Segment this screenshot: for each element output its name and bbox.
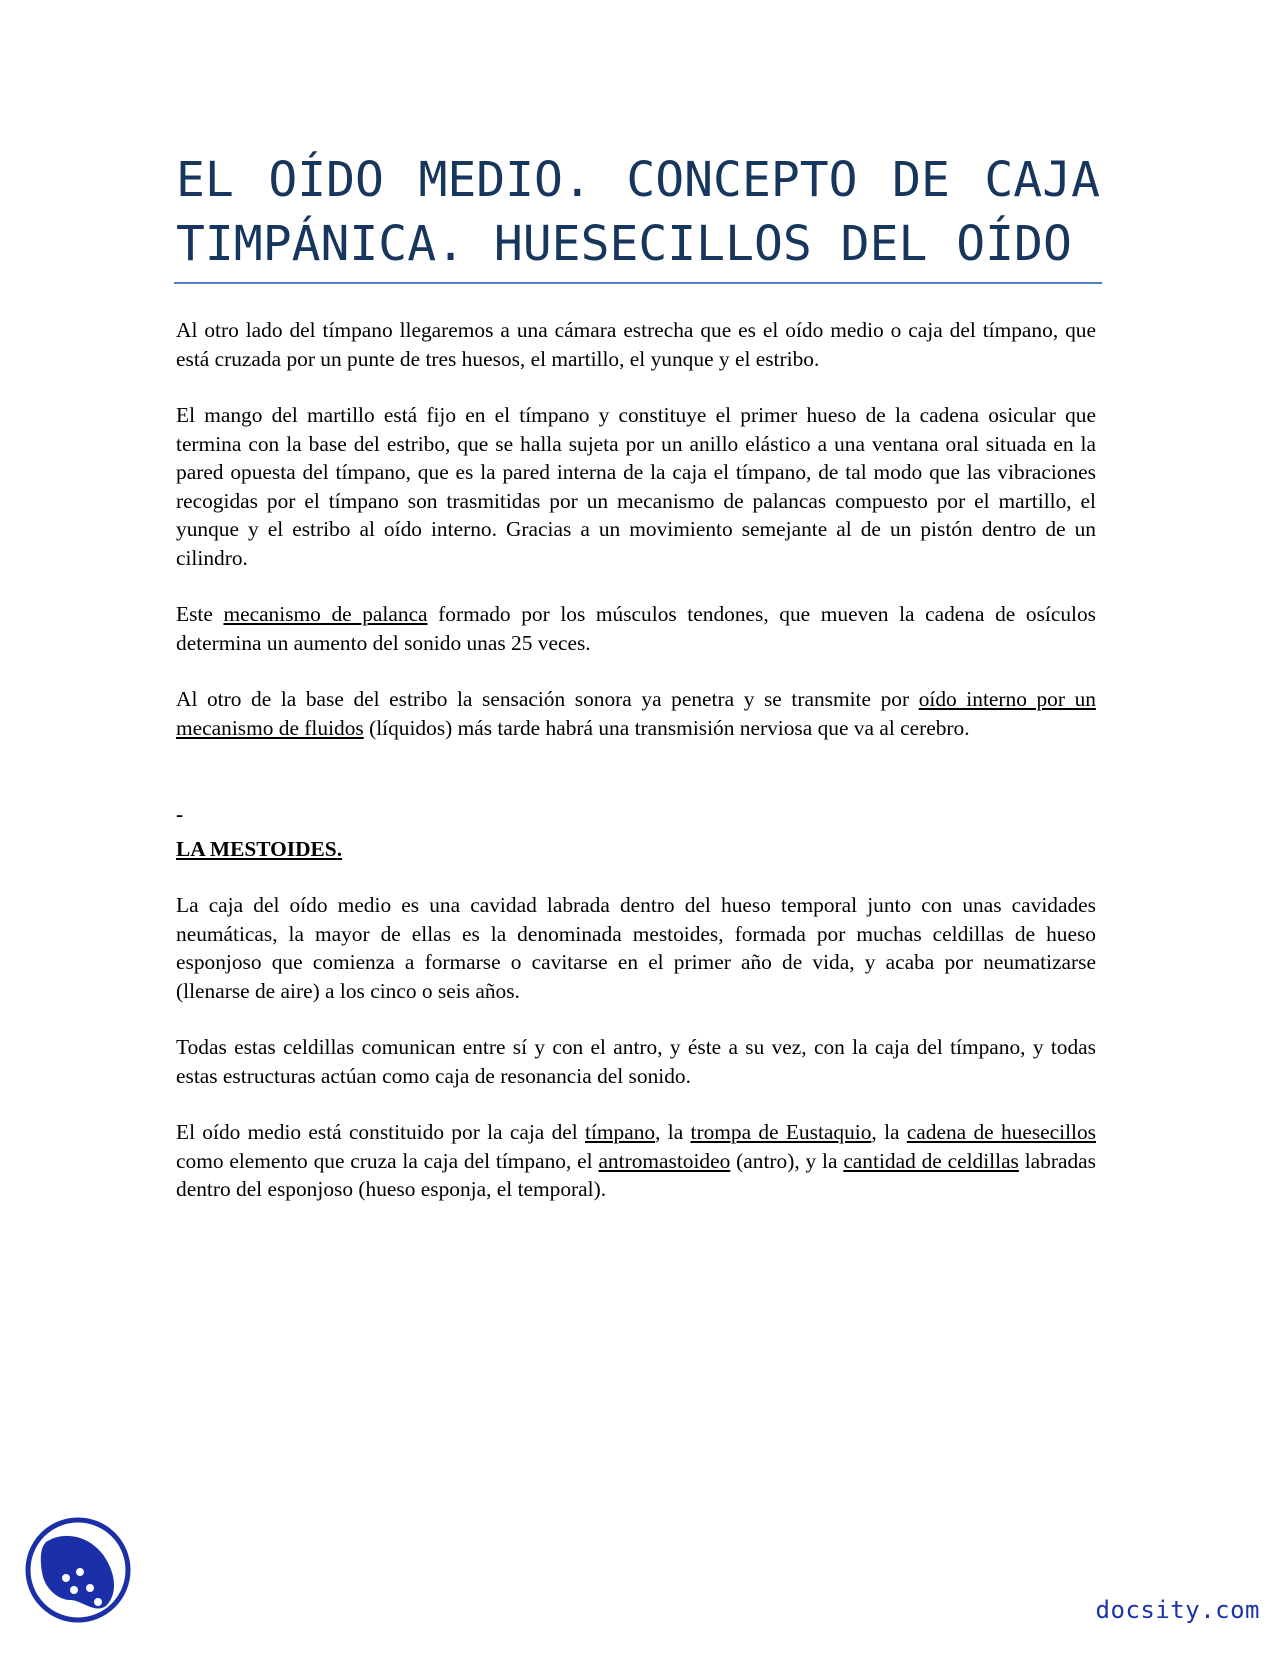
underlined-term-cadena-de-huesecillos: cadena de huesecillos: [906, 1120, 1097, 1144]
paragraph-5: La caja del oído medio es una cavidad labrada dentro del hueso temporal junto con unas cavidades neumáticas, la mayor de ellas es la denominada mestoides, formada por muchas celdillas de hueso esponjoso que comienza a formarse o cavitarse en el primer año de vida, y acaba por neumatizarse (llenarse de aire) a los cinco o seis años.: [176, 893, 1096, 1003]
underlined-term-trompa-de-eustaquio: trompa de Eustaquio: [690, 1120, 872, 1144]
paragraph-4-text-1: Al otro de la base del estribo la sensación sonora ya penetra y se transmite por: [176, 687, 919, 711]
paragraph-1: Al otro lado del tímpano llegaremos a una cámara estrecha que es el oído medio o caja del tímpano, que está cruzada por un punte de tres huesos, el martillo, el yunque y el estribo.: [176, 318, 1096, 371]
paragraph-7-text-3: , la: [871, 1120, 907, 1144]
title-underline-rule: [174, 282, 1102, 284]
dash-separator: -: [176, 802, 184, 826]
paragraph-7-text-2: , la: [655, 1120, 691, 1144]
paragraph-6: Todas estas celdillas comunican entre sí y con el antro, y éste a su vez, con la caja del tímpano, y todas estas estructuras actúan como caja de resonancia del sonido.: [176, 1035, 1096, 1088]
underlined-term-antromastoideo: antromastoideo: [598, 1148, 731, 1173]
paragraph-7-text-4: como elemento que cruza la caja del tímpano, el: [176, 1148, 599, 1173]
document-body: [176, 316, 1096, 1232]
underlined-term-cantidad-de-celdillas: cantidad de celdillas: [843, 1148, 1019, 1173]
paragraph-3-text-1: Este: [176, 602, 224, 626]
paragraph-7: [176, 1118, 1096, 1204]
underlined-term-oido-interno: oído interno por un mecanismo de fluidos: [176, 687, 1096, 740]
paragraph-7-text-5: (antro), y la: [730, 1148, 844, 1173]
document-title: EL OÍDO MEDIO. CONCEPTO DE CAJA TIMPÁNICA. HUESECILLOS DEL OÍDO: [176, 152, 1100, 272]
paragraph-7-text-6: labradas dentro del esponjoso (hueso esponja, el temporal).: [176, 1148, 1096, 1201]
docsity-brand-link[interactable]: docsity.com: [1095, 1596, 1260, 1624]
paragraph-4: [176, 685, 1096, 742]
docsity-logo-icon[interactable]: [24, 1516, 132, 1624]
paragraph-2: El mango del martillo está fijo en el tímpano y constituye el primer hueso de la cadena osicular que termina con la base del estribo, que se halla sujeta por un anillo elástico a una ventana oral situada en la pared opuesta del tímpano, que es la pared interna de la caja el tímpano, de tal modo que las vibraciones recogidas por el tímpano son trasmitidas por un mecanismo de palancas compuesto por el martillo, el yunque y el estribo al oído interno. Gracias a un movimiento semejante al de un pistón dentro de un cilindro.: [176, 403, 1096, 570]
paragraph-4-text-2: (líquidos) más tarde habrá una transmisión nerviosa que va al cerebro.: [363, 715, 970, 740]
paragraph-3-text-2: formado por los músculos tendones, que mueven la cadena de osículos determina un aumento del sonido unas 25 veces.: [176, 602, 1096, 655]
paragraph-7-text-1: El oído medio está constituido por la caja del: [176, 1120, 585, 1144]
section-heading-mestoides: LA MESTOIDES.: [176, 836, 343, 861]
paragraph-3: [176, 600, 1096, 657]
underlined-term-timpano: tímpano: [585, 1120, 656, 1144]
underlined-term-mecanismo-de-palanca: mecanismo de palanca: [223, 602, 428, 626]
